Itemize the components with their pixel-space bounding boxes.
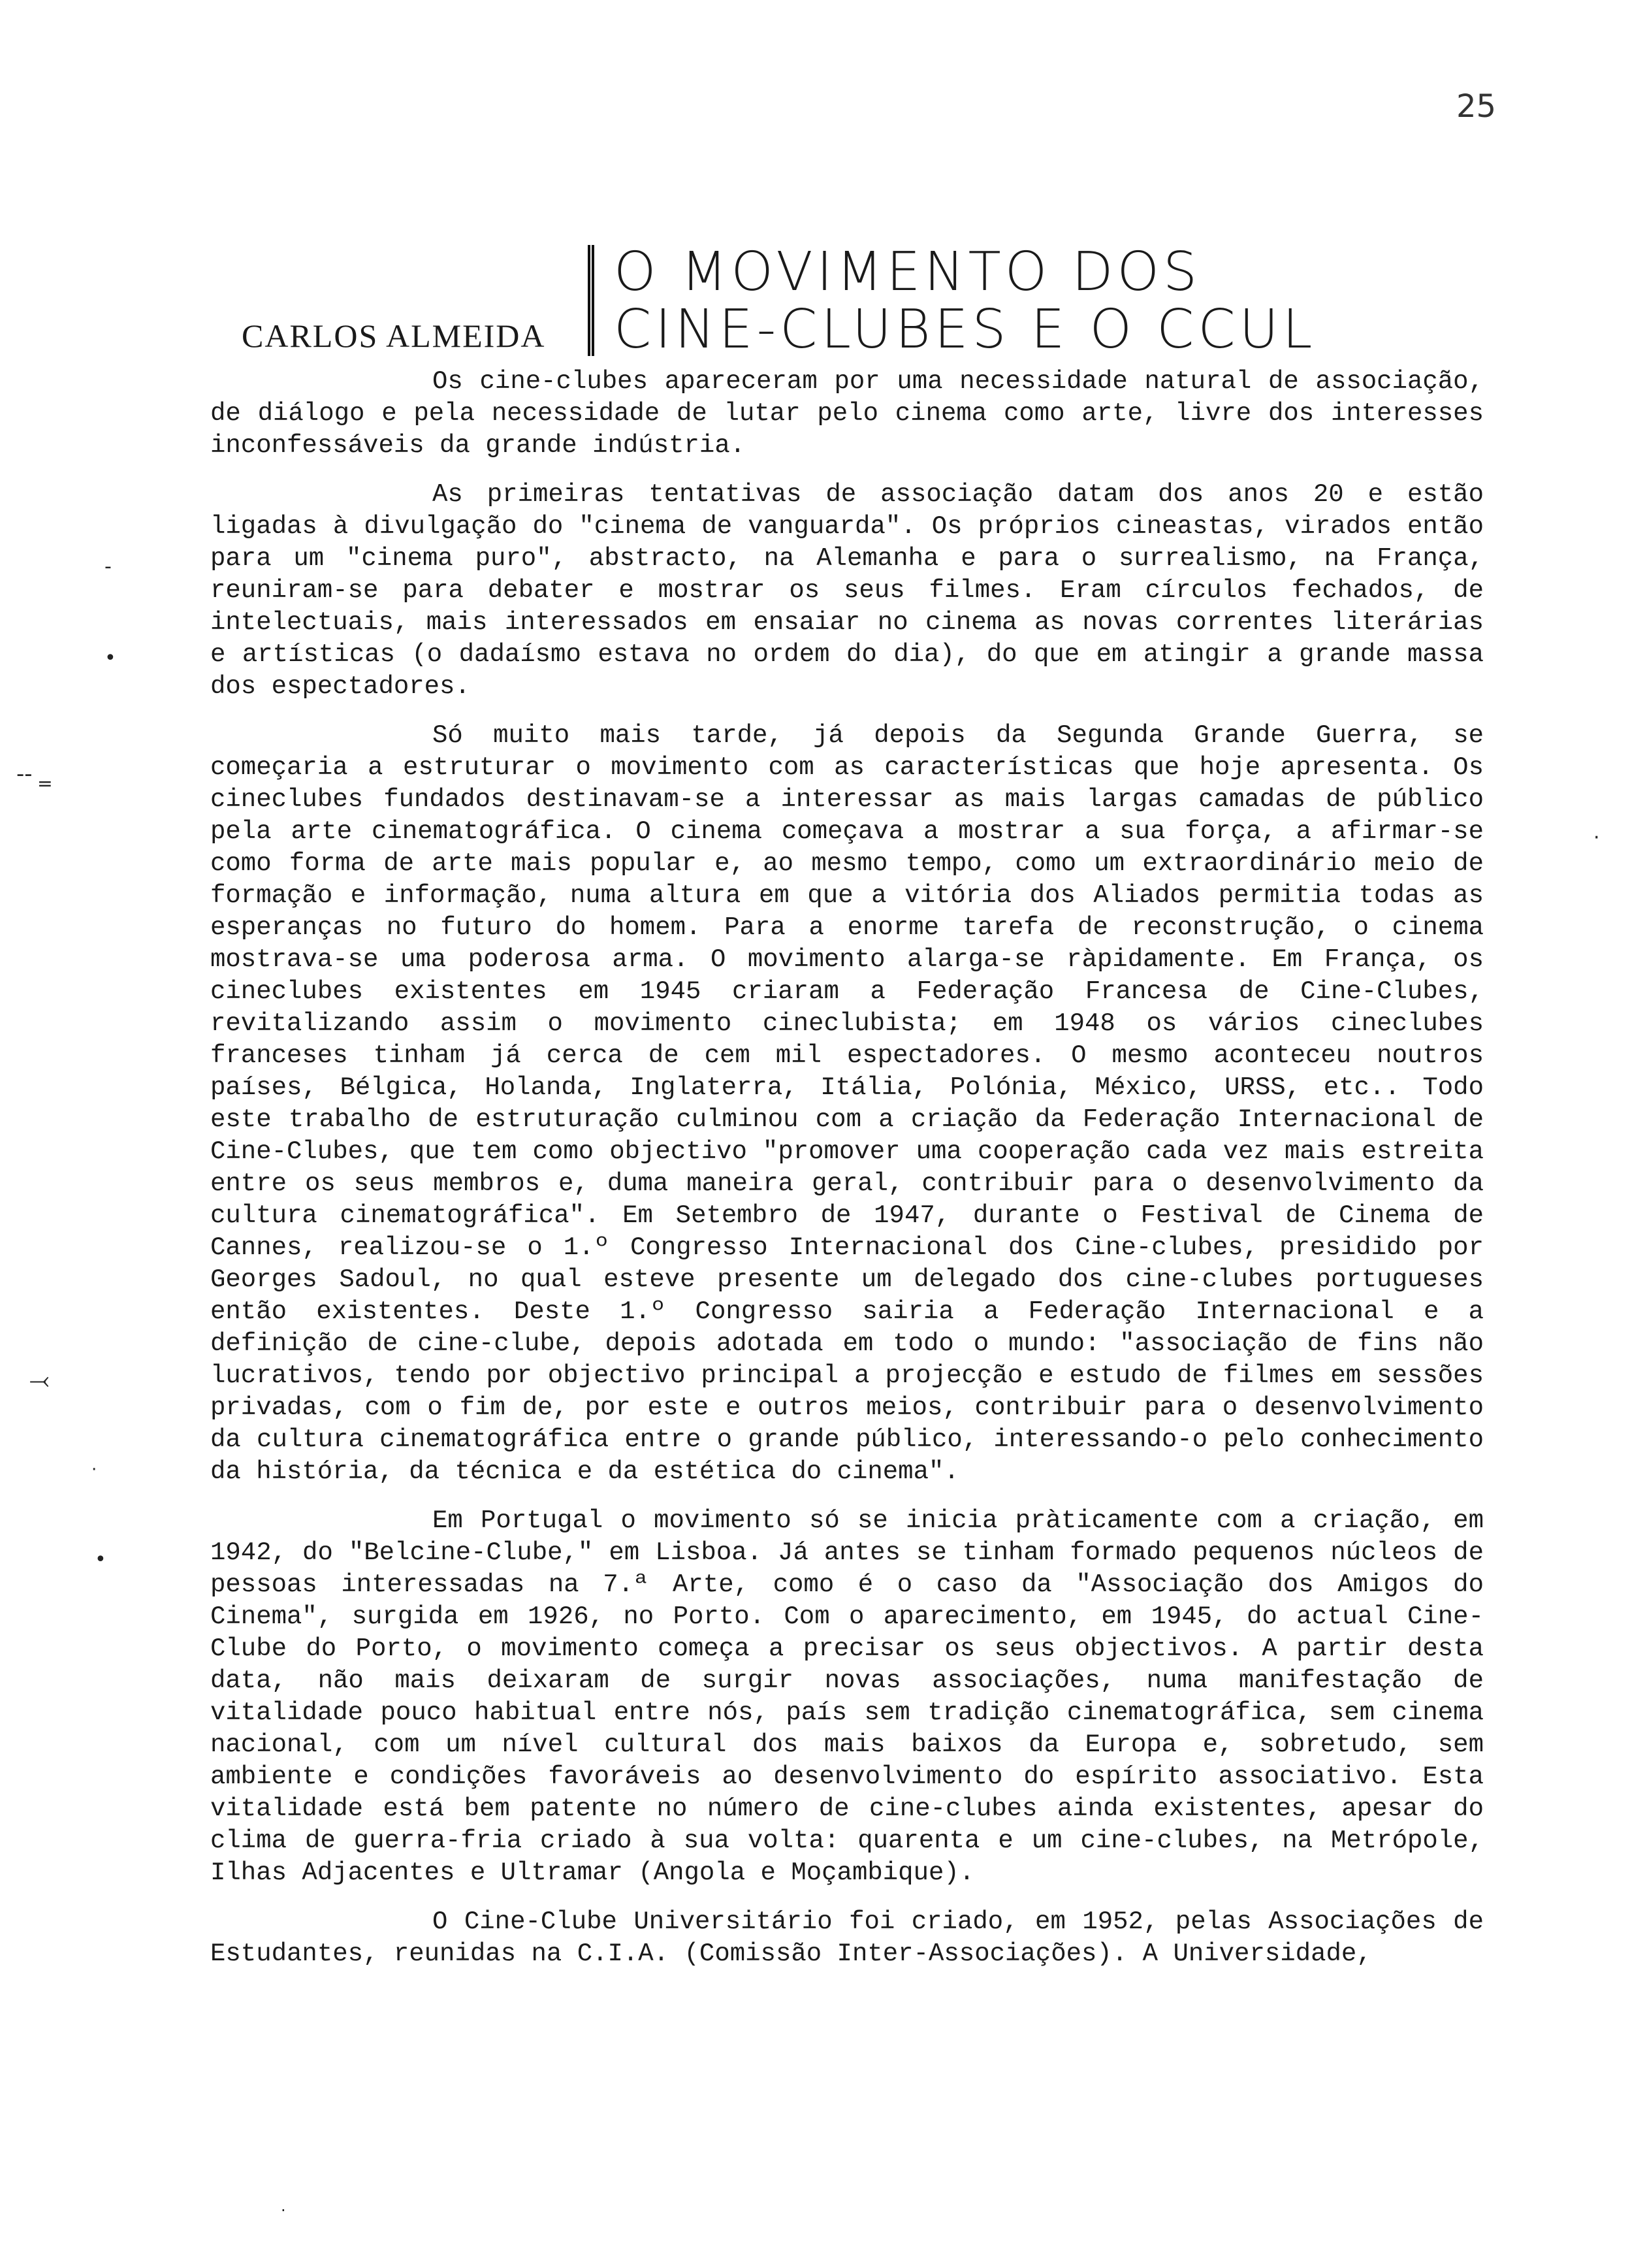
article-title-line-2: CINE-CLUBES E O CCUL (614, 299, 1317, 361)
margin-dot-mark: · (91, 1460, 97, 1480)
margin-dash-mark: - (104, 555, 112, 578)
paragraph: Os cine-clubes apareceram por uma necessidade natural de associação, de diálogo e pela necessidade de lutar pelo cinema como arte, livre dos interesses inconfessáveis da grande indústria. (210, 367, 1484, 460)
margin-dot-mark: · (1593, 826, 1600, 849)
page-number: 25 (1456, 88, 1497, 125)
paragraph: As primeiras tentativas de associação datam dos anos 20 e estão ligadas à divulgação do "cinema de vanguarda". Os próprios cineastas, virados então para um "cinema puro", abstracto, na Alemanha e para o surrealismo, na França, reuniram-se para debater e mostrar os seus filmes. Eram círculos fechados, de intelectuais, mais interessados em ensaiar no cinema as novas correntes literárias e artísticas (o dadaísmo estava no ordem do dia), do que em atingir a grande massa dos espectadores. (210, 480, 1484, 701)
margin-dot-mark: • (95, 1548, 106, 1571)
paragraph: Só muito mais tarde, já depois da Segunda Grande Guerra, se começaria a estruturar o movimento com as características que hoje apresenta. Os cineclubes fundados destinavam-se a interessar as mais largas camadas de público pela arte cinematográfica. O cinema começava a mostrar a sua força, a afirmar-se como forma de arte mais popular e, ao mesmo tempo, como um extraordinário meio de formação e informação, numa altura em que a vitória dos Aliados permitia todas as esperanças no futuro do homem. Para a enorme tarefa de reconstrução, o cinema mostrava-se uma poderosa arma. O movimento alarga-se ràpidamente. Em França, os cineclubes existentes em 1945 criaram a Federação Francesa de Cine-Clubes, revitalizando assim o movimento cineclubista; em 1948 os vários cineclubes franceses tinham já cerca de cem mil espectadores. O mesmo aconteceu noutros países, Bélgica, Holanda, Inglaterra, Itália, Polónia, México, URSS, etc.. Todo este trabalho de estruturação culminou com a criação da Federação Internacional de Cine-Clubes, que tem como objectivo "promover uma cooperação cada vez mais estreita entre os seus membros e, duma maneira geral, contribuir para o desenvolvimento da cultura cinematográfica". Em Setembro de 1947, durante o Festival de Cinema de Cannes, realizou-se o 1.º Congresso Internacional dos Cine-clubes, presidido por Georges Sadoul, no qual esteve presente um delegado dos cine-clubes portugueses então existentes. Deste 1.º Congresso sairia a Federação Internacional e a definição de cine-clube, depois adotada em todo o mundo: "associação de fins não lucrativos, tendo por objectivo principal a projecção e estudo de filmes em sessões privadas, com o fim de, por este e outros meios, contribuir para o desenvolvimento da cultura cinematográfica entre o grande público, interessando-o pelo conhecimento da história, da técnica e da estética do cinema". (210, 721, 1484, 1486)
paragraph: O Cine-Clube Universitário foi criado, em 1952, pelas Associações de Estudantes, reunidas na C.I.A. (Comissão Inter-Associações). A Universidade, (210, 1907, 1484, 1968)
margin-dash-mark: -‐ ‗ (16, 761, 51, 787)
article-body (210, 366, 1484, 1987)
paragraph: Em Portugal o movimento só se inicia pràticamente com a criação, em 1942, do "Belcine-Clube," em Lisboa. Já antes se tinham formado pequenos núcleos de pessoas interessadas na 7.ª Arte, como é o caso da "Associação dos Amigos do Cinema", surgida em 1926, no Porto. Com o aparecimento, em 1945, do actual Cine-Clube do Porto, o movimento começa a precisar os seus objectivos. A partir desta data, não mais deixaram de surgir novas associações, numa manifestação de vitalidade pouco habitual entre nós, país sem tradição cinematográfica, sem cinema nacional, com um nível cultural dos mais baixos da Europa e, sobretudo, sem ambiente e condições favoráveis ao desenvolvimento do espírito associativo. Esta vitalidade está bem patente no número de cine-clubes ainda existentes, apesar do clima de guerra-fria criado à sua volta: quarenta e um cine-clubes, na Metrópole, Ilhas Adjacentes e Ultramar (Angola e Moçambique). (210, 1506, 1484, 1887)
author-name: CARLOS ALMEIDA (242, 317, 546, 354)
article-title-line-1: O MOVIMENTO DOS (614, 241, 1202, 303)
margin-arrow-mark: ⤙ (29, 1365, 50, 1394)
article-header (242, 241, 1391, 361)
title-double-rule (588, 245, 594, 356)
margin-dot-mark: • (104, 647, 116, 670)
margin-dot-mark: · (281, 2201, 286, 2220)
